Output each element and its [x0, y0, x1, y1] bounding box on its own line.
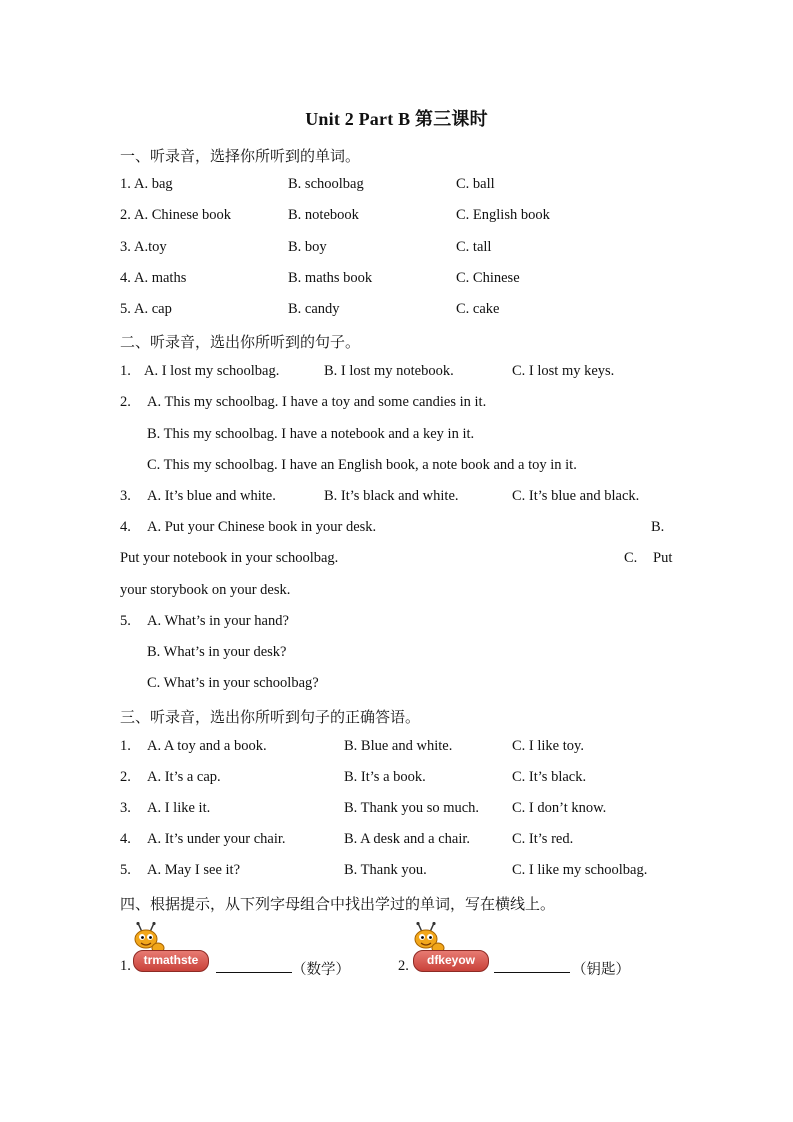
- word-choice-row: [120, 301, 720, 321]
- hint-text: （数学）: [292, 962, 350, 978]
- option-c: C. ball: [456, 176, 495, 192]
- option-b: B. maths book: [288, 269, 373, 286]
- s2-q2-option-c: C. This my schoolbag. I have an English book, a note book and a toy in it.: [147, 457, 577, 473]
- option-c: C. I like my schoolbag.: [512, 862, 648, 878]
- option-b: B. Thank you so much.: [344, 800, 480, 816]
- option-b: B. notebook: [288, 207, 359, 224]
- s2-q4-option-b-text: Put your notebook in your schoolbag.: [120, 550, 339, 566]
- answer-line-1[interactable]: [216, 958, 292, 978]
- s2-q5-option-c: C. What’s in your schoolbag?: [147, 675, 319, 691]
- word-choice-row: [120, 239, 720, 259]
- item-number: 1.: [120, 958, 131, 974]
- s2-question-5: [120, 613, 720, 633]
- option-a: A. bag: [134, 176, 173, 192]
- s2-q4-option-c-letter: C.: [624, 550, 638, 566]
- question-number: 4.: [120, 831, 131, 847]
- option-a: A. cap: [134, 301, 172, 318]
- question-number: 1.: [120, 363, 131, 379]
- option-a: A. A toy and a book.: [147, 738, 267, 754]
- option-a: A. Put your Chinese book in your desk.: [147, 519, 377, 535]
- option-b: B. It’s a book.: [344, 769, 426, 785]
- hint-text: （钥匙）: [572, 962, 630, 978]
- question-number: 4.: [120, 269, 131, 286]
- s4-item-1: [120, 922, 370, 982]
- page-title: Unit 2 Part B 第三课时: [305, 109, 488, 129]
- option-b: B. boy: [288, 238, 327, 255]
- s2-question-1: [120, 363, 720, 383]
- option-c: C. I lost my keys.: [512, 363, 615, 379]
- option-b-letter: B.: [651, 519, 665, 535]
- question-number: 2.: [120, 207, 131, 224]
- option-a: A. May I see it?: [147, 862, 241, 878]
- answer-choice-row: [120, 738, 720, 758]
- s2-q4-option-c-put: Put: [653, 550, 673, 566]
- question-number: 5.: [120, 613, 131, 629]
- section-1-heading: 一、听录音，选择你所听到的单词。: [120, 149, 361, 165]
- option-c: C. English book: [456, 207, 550, 224]
- word-choice-row: [120, 176, 720, 196]
- question-number: 3.: [120, 488, 131, 504]
- answer-line-2[interactable]: [494, 958, 570, 978]
- option-a: A. It’s a cap.: [147, 769, 221, 785]
- answer-choice-row: [120, 862, 720, 882]
- section-2-heading: 二、听录音，选出你所听到的句子。: [120, 335, 361, 351]
- question-number: 2.: [120, 769, 131, 785]
- option-b: B. I lost my notebook.: [324, 363, 454, 379]
- option-a: A. Chinese book: [134, 207, 232, 224]
- answer-choice-row: [120, 831, 720, 851]
- option-c: C. cake: [456, 301, 500, 318]
- option-c: C. I like toy.: [512, 738, 584, 754]
- option-a: A. maths: [134, 269, 187, 286]
- letter-bubble: dfkeyow: [413, 950, 489, 972]
- s2-q2-option-b: B. This my schoolbag. I have a notebook and a key in it.: [147, 426, 475, 442]
- option-b: B. candy: [288, 301, 340, 318]
- question-number: 3.: [120, 800, 131, 816]
- section-3-heading: 三、听录音，选出你所听到句子的正确答语。: [120, 710, 421, 726]
- item-number: 2.: [398, 958, 409, 974]
- answer-choice-row: [120, 769, 720, 789]
- question-number: 4.: [120, 519, 131, 535]
- question-number: 2.: [120, 394, 131, 410]
- section-4-heading: 四、根据提示，从下列字母组合中找出学过的单词，写在横线上。: [120, 897, 556, 913]
- option-c: C. It’s blue and black.: [512, 488, 640, 504]
- s2-question-2: [120, 394, 720, 414]
- option-a: A. I like it.: [147, 800, 211, 816]
- option-c: C. tall: [456, 238, 492, 255]
- option-a: A. It’s blue and white.: [147, 488, 276, 504]
- option-a: A. What’s in your hand?: [147, 613, 289, 629]
- s4-item-2: [398, 922, 648, 982]
- option-a: A. I lost my schoolbag.: [144, 363, 280, 379]
- option-a: A. This my schoolbag. I have a toy and some candies in it.: [147, 394, 487, 410]
- question-number: 5.: [120, 862, 131, 878]
- option-c: C. I don’t know.: [512, 800, 607, 816]
- word-choice-row: [120, 270, 720, 290]
- question-number: 1.: [120, 176, 131, 192]
- option-b: B. Blue and white.: [344, 738, 453, 754]
- letter-bubble: trmathste: [133, 950, 209, 972]
- question-number: 5.: [120, 301, 131, 318]
- option-c: C. It’s red.: [512, 831, 574, 847]
- option-b: B. schoolbag: [288, 176, 364, 192]
- word-choice-row: [120, 207, 720, 227]
- answer-choice-row: [120, 800, 720, 820]
- option-b: B. It’s black and white.: [324, 488, 459, 504]
- option-c: C. It’s black.: [512, 769, 587, 785]
- s2-q5-option-b: B. What’s in your desk?: [147, 644, 287, 660]
- s2-question-4: [120, 519, 720, 539]
- option-b: B. Thank you.: [344, 862, 427, 878]
- option-b: B. A desk and a chair.: [344, 831, 471, 847]
- option-a: A.toy: [134, 238, 167, 255]
- question-number: 1.: [120, 738, 131, 754]
- question-number: 3.: [120, 238, 131, 255]
- option-a: A. It’s under your chair.: [147, 831, 286, 847]
- s2-q4-option-c-text: your storybook on your desk.: [120, 582, 291, 598]
- option-c: C. Chinese: [456, 269, 520, 286]
- s2-question-3: [120, 488, 720, 508]
